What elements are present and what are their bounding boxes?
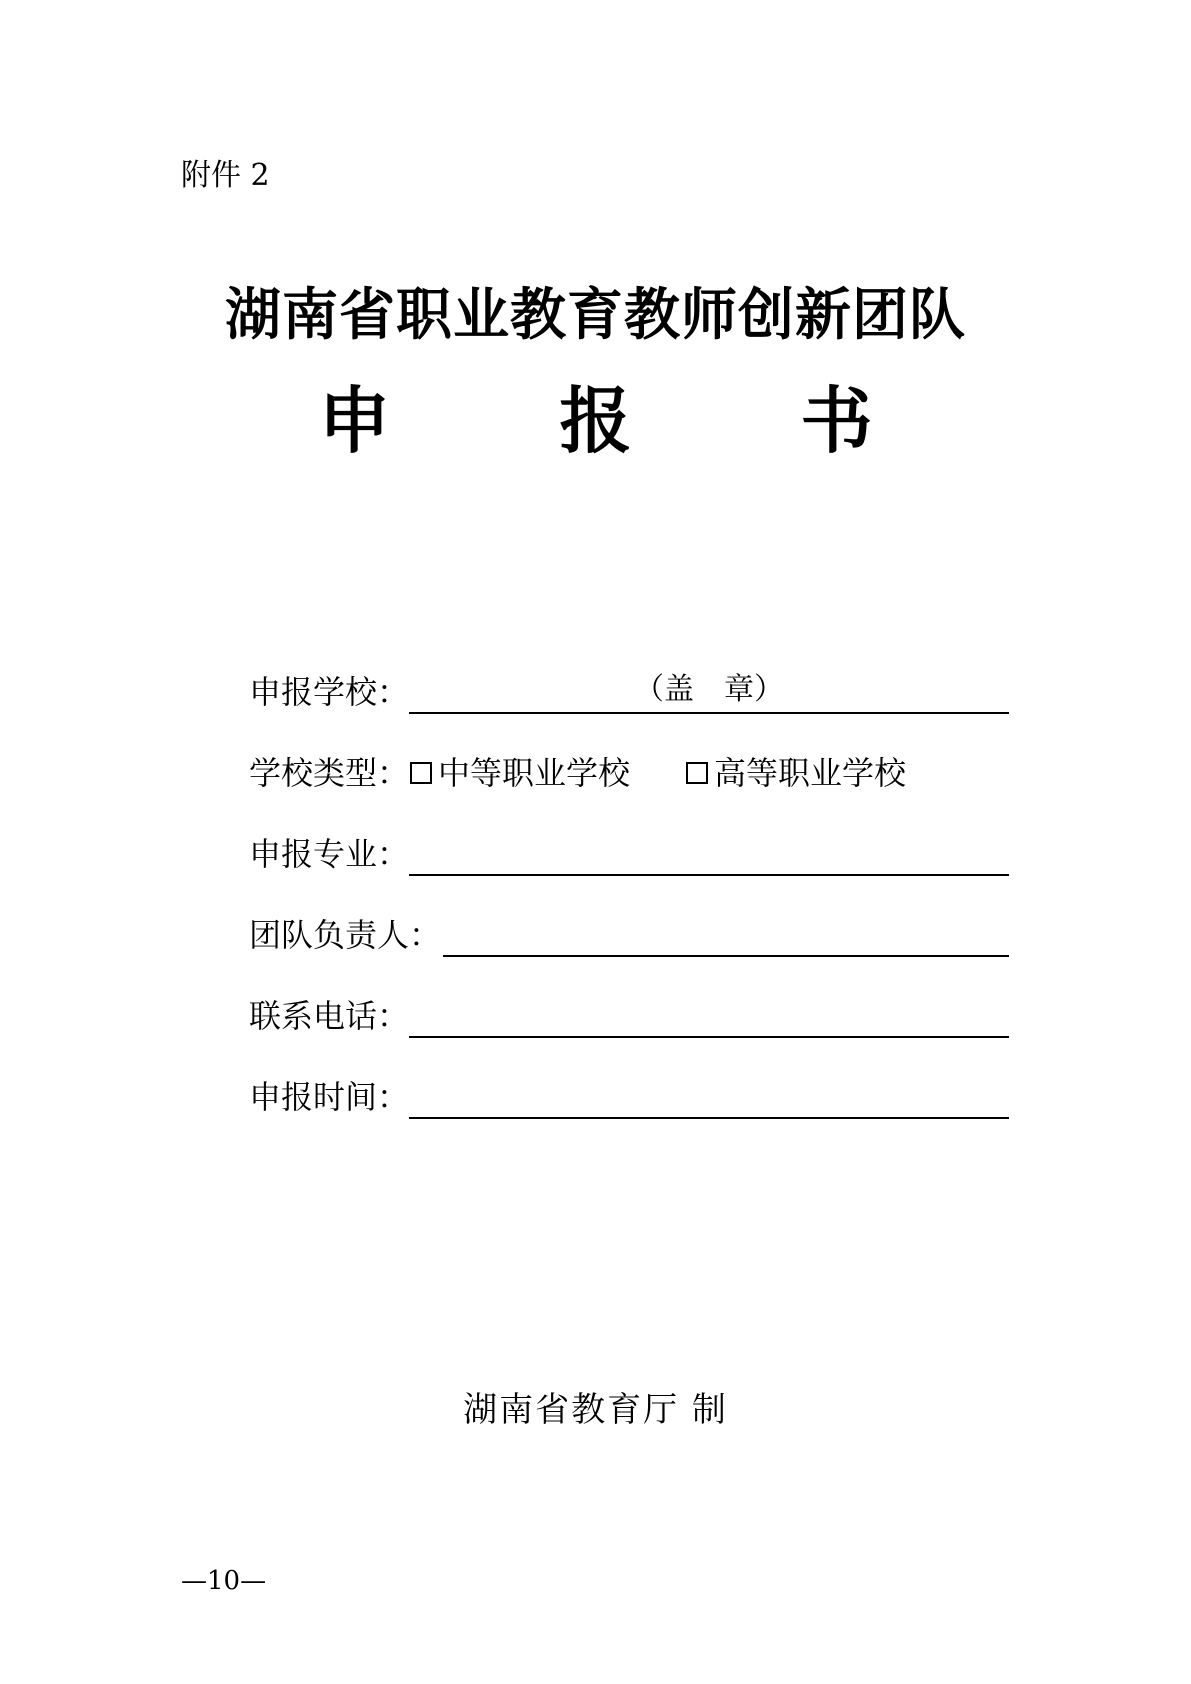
- major-input-line[interactable]: [409, 832, 1009, 876]
- document-title: 湖南省职业教育教师创新团队: [225, 282, 966, 348]
- major-label: 申报专业：: [249, 835, 410, 873]
- stamp-hint: （盖 章）: [634, 672, 784, 707]
- phone-field: [249, 994, 1009, 1038]
- checkbox-icon[interactable]: [410, 762, 432, 784]
- team-leader-input-line[interactable]: [443, 913, 1009, 957]
- date-input-line[interactable]: [409, 1075, 1009, 1119]
- date-label: 申报时间：: [249, 1078, 410, 1116]
- option-label: 高等职业学校: [714, 754, 907, 792]
- team-leader-label: 团队负责人：: [249, 916, 442, 954]
- school-type-label: 学校类型：: [249, 754, 410, 792]
- phone-input-line[interactable]: [409, 994, 1009, 1038]
- page-number: —10—: [181, 1566, 267, 1596]
- major-field: [249, 832, 1009, 876]
- phone-label: 联系电话：: [249, 997, 410, 1035]
- document-subtitle: 申 报 书: [318, 378, 945, 463]
- option-higher-vocational[interactable]: [686, 751, 906, 795]
- attachment-label: 附件 2: [181, 158, 270, 193]
- issuer: 湖南省教育厅 制: [463, 1390, 728, 1430]
- team-leader-field: [249, 913, 1009, 957]
- option-label: 中等职业学校: [438, 754, 631, 792]
- school-field: [249, 670, 1009, 714]
- school-input-line[interactable]: [409, 670, 1009, 714]
- option-secondary-vocational[interactable]: [410, 751, 630, 795]
- date-field: [249, 1075, 1009, 1119]
- school-type-field: [249, 751, 1009, 795]
- checkbox-icon[interactable]: [686, 762, 708, 784]
- school-label: 申报学校：: [249, 673, 410, 711]
